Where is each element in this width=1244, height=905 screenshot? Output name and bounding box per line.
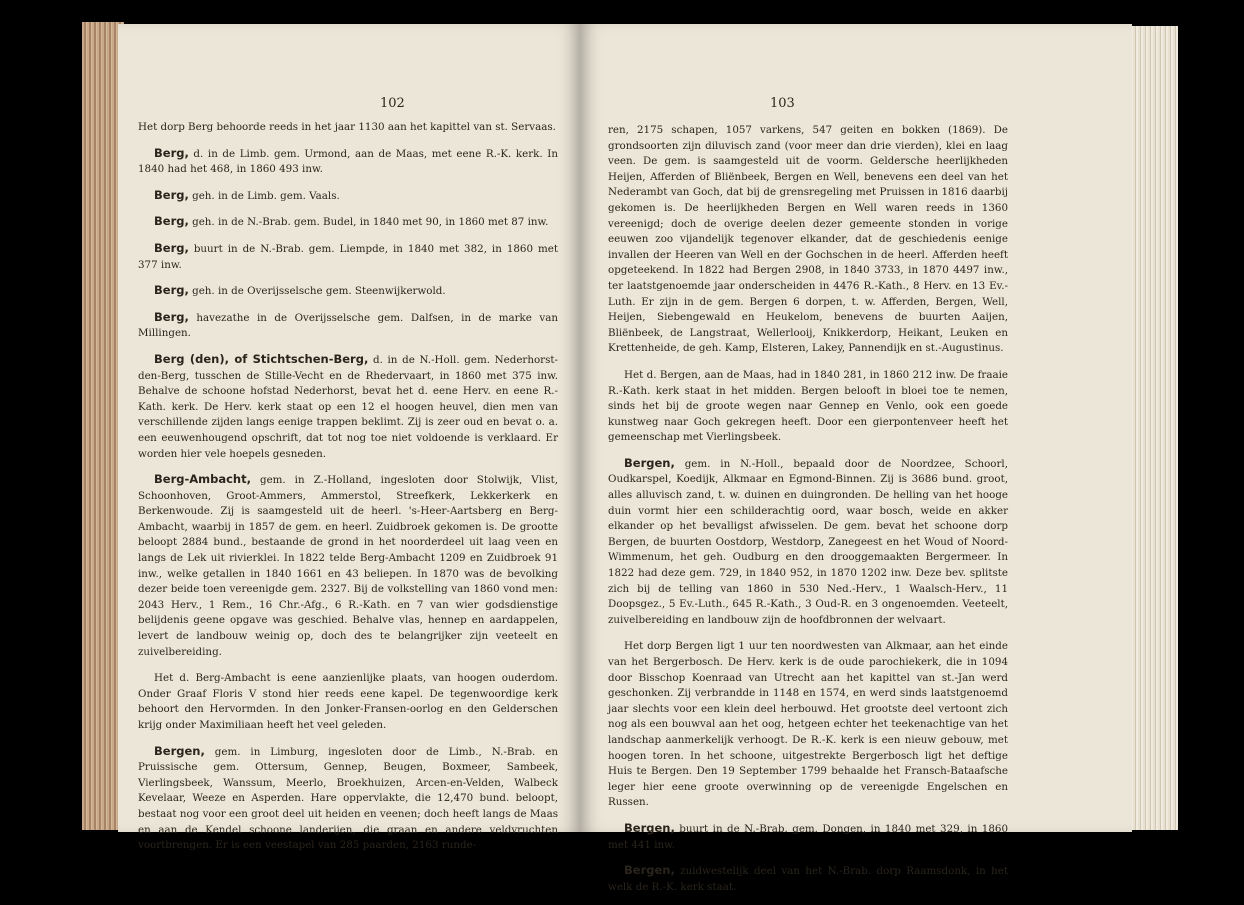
paragraph-text: geh. in de N.-Brab. gem. Budel, in 1840 met 90, in 1860 met 87 inw. bbox=[188, 216, 549, 229]
paragraph-text: Het d. Bergen, aan de Maas, had in 1840 281, in 1860 212 inw. De fraaie R.-Kath. kerk staat in het midden. Bergen belooft in bloei toe te nemen, sinds het bij de groote wegen naar Gennep en Venlo, ook een goede kunstweg naar Goch gekregen heeft. Door een gierpontenveer heeft het gemeenschap met Vierlingsbeek. bbox=[608, 368, 1008, 444]
paragraph bbox=[138, 310, 558, 342]
headword: Berg, bbox=[154, 309, 189, 324]
paragraph bbox=[608, 638, 1008, 811]
paragraph-text: ren, 2175 schapen, 1057 varkens, 547 geiten en bokken (1869). De grondsoorten zijn diluvisch zand (voor meer dan drie vierden), klei en laag veen. De gem. is saamgesteld uit de voorm. Geldersche heerlijkheden Heijen, Afferden of Bliënbeek, Bergen en Well, benevens een deel van het Nederambt van Goch, dat bij de grensregeling met Pruissen in 1816 daarbij gekomen is. De heerlijkheden Bergen en Well waren reeds in 1360 vereenigd; doch de overige deelen dezer gemeente stonden in vorige eeuwen zoo vijandelijk tegenover elkander, dat de geschiedenis eenige invallen der Heeren van Well en der Gochschen in de heerl. Afferden heeft opgeteekend. In 1822 had Bergen 2908, in 1840 3733, in 1870 4497 inw., ter laatstgenoemde jaar onderscheiden in 4476 R.-Kath., 8 Herv. en 13 Ev.-Luth. Er zijn in de gem. Bergen 6 dorpen, t. w. Afferden, Bergen, Well, Heijen, Siebengewald en Heukelom, benevens de buurten Aaijen, Bliënbeek, de Langstraat, Wellerlooij, Knikkerdorp, Heikant, Leuken en Krettenheide, de geh. Kamp, Elsteren, Lakey, Pannendijk en st.-Augustinus. bbox=[608, 124, 1008, 355]
paragraph-text: d. in de N.-Holl. gem. Nederhorst-den-Berg, tusschen de Stille-Vecht en de Rhedervaart, in 1860 met 375 inw. Behalve de schoone hofstad Nederhorst, bevat het d. eene Herv. en eene R.-Kath. kerk. De Herv. kerk staat op een 12 el hoogen heuvel, dien men van verschillende zijden langs eenige trappen beklimt. Zij is zeer oud en bevat o. a. een eeuwenhougend opschrift, dat tot nog toe niet voldoende is verklaard. Er worden hier vele hoepels gesneden. bbox=[138, 353, 559, 460]
headword: Bergen, bbox=[624, 820, 675, 835]
headword: Berg, bbox=[154, 240, 189, 255]
paragraph-text: zuidwestelijk deel van het N.-Brab. dorp Raamsdonk, in het welk de R.-K. kerk staat. bbox=[608, 865, 1008, 893]
headword: Bergen, bbox=[624, 863, 675, 878]
paragraph-text: gem. in N.-Holl., bepaald door de Noordzee, Schoorl, Oudkarspel, Koedijk, Alkmaar en Egmond-Binnen. Zij is 3686 bund. groot, alles alluvisch zand, t. w. duinen en duingronden. De helling van het hooge duin vormt hier een schilderachtig oord, waar bosch, weide en akker elkander op het bevalligst afwisselen. De gem. bevat het schoone dorp Bergen, de buurten Oostdorp, Westdorp, Zanegeest en het Woud of Noord-Wimmenum, het geh. Oudburg en den drooggemaakten Bergermeer. In 1822 had deze gem. 729, in 1840 952, in 1870 1202 inw. Deze bev. splitste zich bij de telling van 1860 in 530 Ned.-Herv., 1 Waalsch-Herv., 11 Doopsgez., 5 Ev.-Luth., 645 R.-Kath., 3 Oud-R. en 3 ongenoemden. Veeteelt, zuivelbereiding en landbouw zijn de hoofdbronnen der welvaart. bbox=[608, 457, 1008, 626]
left-page bbox=[118, 24, 580, 852]
headword: Berg, bbox=[154, 283, 189, 298]
page-number: 103 bbox=[770, 96, 795, 111]
book-edge-right bbox=[1128, 26, 1178, 830]
paragraph-text: Het dorp Bergen ligt 1 uur ten noordwesten van Alkmaar, aan het einde van het Bergerbosch. De Herv. kerk is de oude parochiekerk, die in 1094 door Bisschop Koenraad van Utrecht aan het kapittel van st.-Jan werd geschonken. Zij verbrandde in 1148 en 1574, en werd sinds laatstgenoemd jaar slechts voor een klein deel herbouwd. Het grootste deel vertoont zich nog als een bouwval aan het oog, hetgeen echter het teekenachtige van het landschap aanmerkelijk verhoogt. De R.-K. kerk is een nieuw gebouw, met hoogen toren. In het schoone, uitgestrekte Bergerbosch ligt het deftige Huis te Bergen. Den 19 September 1799 behaalde het Fransch-Bataafsche leger hier eene groote overwinning op de vereenigde Engelschen en Russen. bbox=[608, 640, 1008, 809]
paragraph bbox=[138, 670, 558, 733]
headword: Berg, bbox=[154, 145, 189, 160]
paragraph bbox=[608, 367, 1008, 446]
paragraph-text: geh. in de Overijsselsche gem. Steenwijkerwold. bbox=[188, 285, 446, 298]
paragraph bbox=[608, 863, 1008, 895]
right-page bbox=[580, 24, 1132, 893]
paragraph-text: buurt in de N.-Brab. gem. Liempde, in 1840 met 382, in 1860 met 377 inw. bbox=[138, 242, 558, 271]
headword: Berg-Ambacht, bbox=[154, 472, 251, 487]
paragraph bbox=[138, 352, 558, 462]
paragraph-text: Het d. Berg-Ambacht is eene aanzienlijke plaats, van hoogen ouderdom. Onder Graaf Floris V stond hier reeds eene kapel. De tegenwoordige kerk behoort den Hervormden. In den Jonker-Fransen-oorlog en den Gelderschen krijg onder Maximiliaan heeft het veel geleden. bbox=[138, 672, 558, 731]
headword: Bergen, bbox=[154, 743, 205, 758]
paragraph bbox=[138, 214, 558, 231]
paragraph-text: Het dorp Berg behoorde reeds in het jaar 1130 aan het kapittel van st. Servaas. bbox=[138, 121, 556, 133]
headword: Berg, bbox=[154, 187, 189, 202]
headword: Berg, bbox=[154, 214, 189, 229]
paragraph bbox=[608, 456, 1008, 629]
paragraph bbox=[138, 283, 558, 300]
paragraph bbox=[138, 146, 558, 178]
paragraph bbox=[138, 744, 558, 854]
page-text bbox=[608, 122, 1008, 905]
paragraph bbox=[138, 241, 558, 273]
paragraph bbox=[138, 188, 558, 205]
headword: Bergen, bbox=[624, 455, 675, 470]
paragraph-text: gem. in Z.-Holland, ingesloten door Stolwijk, Vlist, Schoonhoven, Groot-Ammers, Ammerstol, Streefkerk, Lekkerkerk en Berkenwoude. Zij is saamgesteld uit de heerl. 's-Heer-Aartsberg en Berg-Ambacht, waarbij in 1857 de gem. en heerl. Zuidbroek gekomen is. De grootte beloopt 2884 bund., bestaande de grond in het noorderdeel uit laag veen en langs de Lek uit rivierklei. In 1822 telde Berg-Ambacht 1209 en Zuidbroek 91 inw., welke getallen in 1840 1661 en 43 beliepen. In 1870 was de bevolking dezer beide toen vereenigde gem. 2327. Bij de volkstelling van 1860 vond men: 2043 Herv., 1 Rem., 16 Chr.-Afg., 6 R.-Kath. en 7 van wier godsdienstige belijdenis geene opgave was geschied. Behalve vlas, hennep en aardappelen, levert de landbouw weinig op, doch des te belangrijker zijn veeteelt en zuivelbereiding. bbox=[138, 474, 558, 658]
paragraph-text: gem. in Limburg, ingesloten door de Limb., N.-Brab. en Pruissische gem. Ottersum, Gennep, Beugen, Boxmeer, Sambeek, Vierlingsbeek, Wanssum, Meerlo, Broekhuizen, Arcen-en-Velden, Walbeck Kevelaar, Weeze en Asperden. Hare oppervlakte, die 12,470 bund. beloopt, bestaat nog voor een groot deel uit heiden en veenen; doch heeft langs de Maas en aan de Kendel schoone landerijen, die graan en andere veldvruchten voortbrengen. Er is een veestapel van 285 paarden, 2163 runde- bbox=[138, 745, 558, 852]
paragraph-text: geh. in de Limb. gem. Vaals. bbox=[188, 189, 340, 202]
headword: Berg (den), of Stichtschen-Berg, bbox=[154, 351, 369, 366]
paragraph-text: d. in de Limb. gem. Urmond, aan de Maas, met eene R.-K. kerk. In 1840 had het 468, in 1860 493 inw. bbox=[138, 147, 558, 176]
paragraph bbox=[608, 122, 1008, 357]
paragraph-text: buurt in de N.-Brab. gem. Dongen, in 1840 met 329, in 1860 met 441 inw. bbox=[608, 822, 1008, 851]
page-number: 102 bbox=[380, 96, 405, 111]
paragraph bbox=[138, 119, 558, 136]
paragraph bbox=[138, 472, 558, 660]
page-text bbox=[138, 119, 558, 864]
paragraph-text: havezathe in de Overijsselsche gem. Dalfsen, in de marke van Millingen. bbox=[138, 311, 558, 340]
paragraph bbox=[608, 821, 1008, 853]
